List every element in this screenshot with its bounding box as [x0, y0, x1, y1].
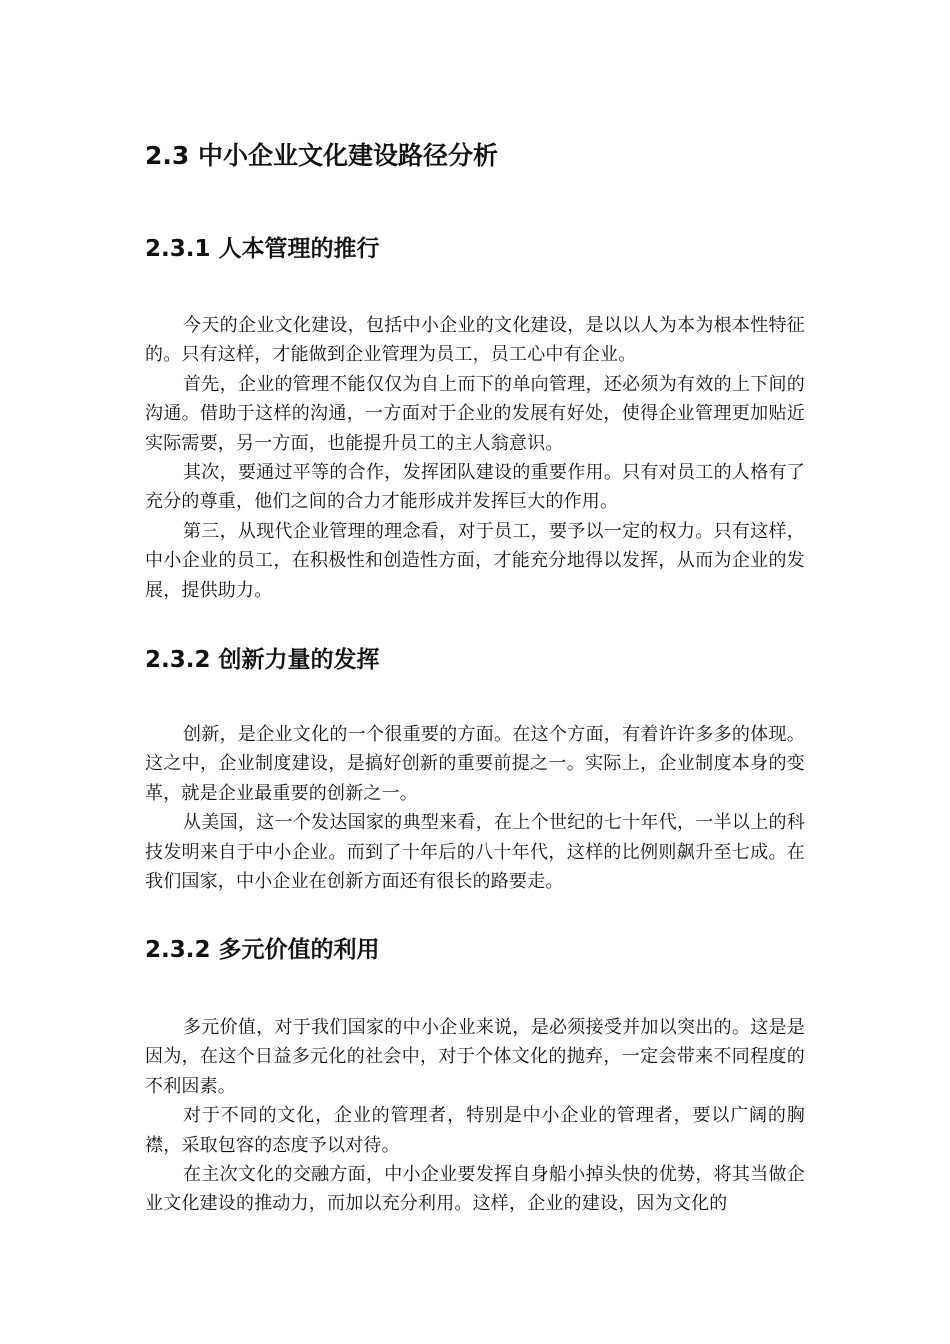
paragraph: 创新，是企业文化的一个很重要的方面。在这个方面，有着许许多多的体现。这之中，企业制度建设，是搞好创新的重要前提之一。实际上，企业制度本身的变革，就是企业最重要的创新之一。: [145, 724, 805, 804]
paragraph: 首先，企业的管理不能仅仅为自上而下的单向管理，还必须为有效的上下间的沟通。借助于这样的沟通，一方面对于企业的发展有好处，使得企业管理更加贴近实际需要，另一方面，也能提升员工的主人翁意识。: [145, 373, 805, 454]
subsection-body-2-3-2b: [145, 1013, 805, 1219]
subsection-body-2-3-2: [145, 720, 805, 896]
paragraph: 在主次文化的交融方面，中小企业要发挥自身船小掉头快的优势，将其当做企业文化建设的推动力，而加以充分利用。这样，企业的建设，因为文化的: [145, 1164, 805, 1215]
paragraph: 多元价值，对于我们国家的中小企业来说，是必须接受并加以突出的。这是是因为，在这个日益多元化的社会中，对于个体文化的抛弃，一定会带来不同程度的不利因素。: [145, 1017, 805, 1097]
paragraph: 从美国，这一个发达国家的典型来看，在上个世纪的七十年代，一半以上的科技发明来自于中小企业。而到了十年后的八十年代，这样的比例则飙升至七成。在我们国家，中小企业在创新方面还有很长的路要走。: [145, 812, 805, 893]
section-heading-2-3: 2.3 中小企业文化建设路径分析: [145, 141, 498, 170]
paragraph: 今天的企业文化建设，包括中小企业的文化建设，是以以人为本为根本性特征的。只有这样，才能做到企业管理为员工，员工心中有企业。: [145, 315, 805, 366]
subsection-heading-2-3-2b: 2.3.2 多元价值的利用: [145, 937, 380, 963]
paragraph: 对于不同的文化，企业的管理者，特别是中小企业的管理者，要以广阔的胸襟，采取包容的态度予以对待。: [145, 1105, 805, 1156]
subsection-body-2-3-1: [145, 311, 805, 605]
paragraph: 其次，要通过平等的合作，发挥团队建设的重要作用。只有对员工的人格有了充分的尊重，他们之间的合力才能形成并发挥巨大的作用。: [145, 462, 805, 513]
subsection-heading-2-3-1: 2.3.1 人本管理的推行: [145, 236, 380, 262]
subsection-heading-2-3-2: 2.3.2 创新力量的发挥: [145, 647, 380, 673]
paragraph: 第三，从现代企业管理的理念看，对于员工，要予以一定的权力。只有这样，中小企业的员工，在积极性和创造性方面，才能充分地得以发挥，从而为企业的发展，提供助力。: [145, 520, 805, 601]
